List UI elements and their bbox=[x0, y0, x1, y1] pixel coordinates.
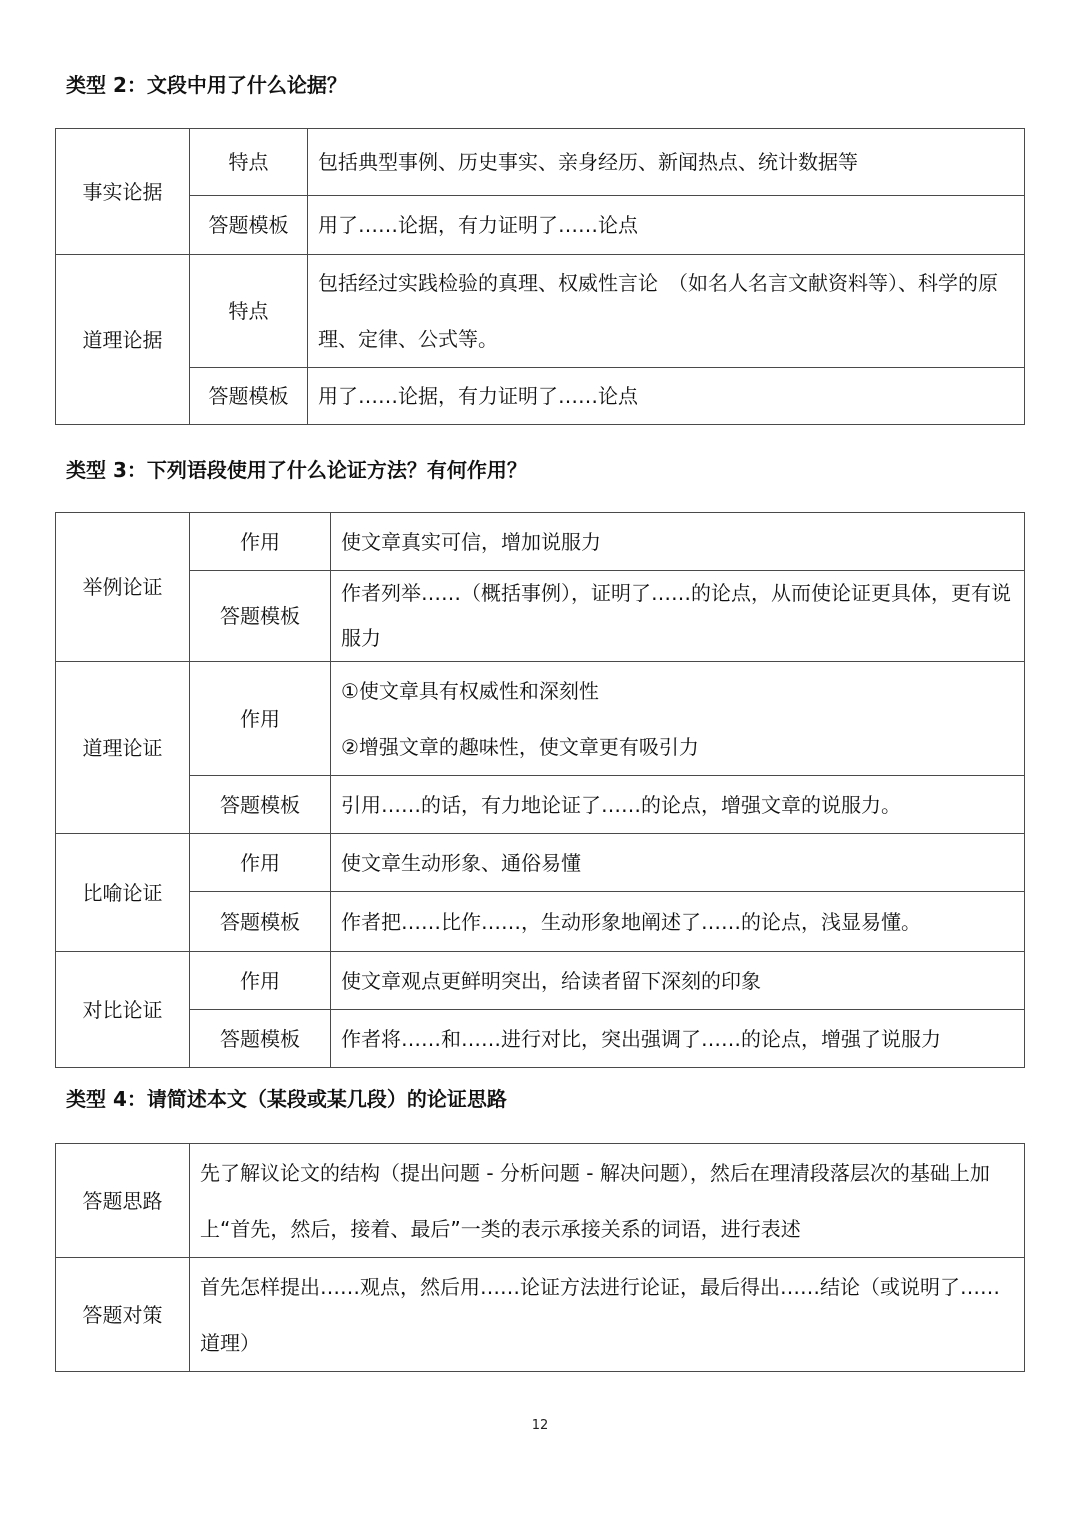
category-cell: 比喻论证 bbox=[56, 834, 190, 952]
table-row bbox=[56, 834, 1025, 892]
table-row bbox=[56, 196, 1025, 255]
type2-table bbox=[55, 128, 1025, 425]
page-number: 12 bbox=[531, 1418, 549, 1433]
label-cell: 答题模板 bbox=[190, 368, 308, 425]
table-row bbox=[56, 952, 1025, 1010]
content-cell: 包括经过实践检验的真理、权威性言论 （如名人名言文献资料等）、科学的原理、定律、公式等。 bbox=[308, 255, 1025, 368]
content-cell: 使文章真实可信，增加说服力 bbox=[331, 513, 1025, 571]
label-cell: 作用 bbox=[190, 952, 331, 1010]
category-cell: 对比论证 bbox=[56, 952, 190, 1068]
content-cell: 作者把……比作……，生动形象地阐述了……的论点，浅显易懂。 bbox=[331, 892, 1025, 952]
content-cell: 作者列举……（概括事例），证明了……的论点，从而使论证更具体，更有说服力 bbox=[331, 571, 1025, 662]
label-cell: 答题模板 bbox=[190, 776, 331, 834]
category-cell: 事实论据 bbox=[56, 129, 190, 255]
table-row bbox=[56, 513, 1025, 571]
table-row bbox=[56, 892, 1025, 952]
effect-line-2: ②增强文章的趣味性，使文章更有吸引力 bbox=[341, 734, 699, 759]
table-row bbox=[56, 1010, 1025, 1068]
table-row bbox=[56, 368, 1025, 425]
type3-table bbox=[55, 512, 1025, 1068]
content-cell: 使文章生动形象、通俗易懂 bbox=[331, 834, 1025, 892]
table-row bbox=[56, 662, 1025, 776]
category-cell: 举例论证 bbox=[56, 513, 190, 662]
label-cell: 作用 bbox=[190, 662, 331, 776]
content-cell bbox=[331, 662, 1025, 776]
table-row bbox=[56, 255, 1025, 368]
type4-heading: 类型 4：请简述本文（某段或某几段）的论证思路 bbox=[66, 1087, 507, 1111]
content-cell: 用了……论据，有力证明了……论点 bbox=[308, 368, 1025, 425]
table-row bbox=[56, 776, 1025, 834]
content-cell: 使文章观点更鲜明突出，给读者留下深刻的印象 bbox=[331, 952, 1025, 1010]
content-cell: 包括典型事例、历史事实、亲身经历、新闻热点、统计数据等 bbox=[308, 129, 1025, 196]
label-cell: 答题模板 bbox=[190, 571, 331, 662]
effect-line-1: ①使文章具有权威性和深刻性 bbox=[341, 678, 599, 703]
label-cell: 答题模板 bbox=[190, 1010, 331, 1068]
label-cell: 答题模板 bbox=[190, 892, 331, 952]
type2-heading: 类型 2：文段中用了什么论据？ bbox=[66, 73, 347, 97]
table-row bbox=[56, 129, 1025, 196]
content-cell: 首先怎样提出……观点，然后用……论证方法进行论证，最后得出……结论（或说明了……道理） bbox=[190, 1258, 1025, 1372]
label-cell: 作用 bbox=[190, 834, 331, 892]
table-row bbox=[56, 1144, 1025, 1258]
category-cell: 道理论证 bbox=[56, 662, 190, 834]
content-cell: 作者将……和……进行对比，突出强调了……的论点，增强了说服力 bbox=[331, 1010, 1025, 1068]
label-cell: 答题模板 bbox=[190, 196, 308, 255]
label-cell: 特点 bbox=[190, 129, 308, 196]
label-cell: 作用 bbox=[190, 513, 331, 571]
content-cell: 用了……论据，有力证明了……论点 bbox=[308, 196, 1025, 255]
type3-heading: 类型 3：下列语段使用了什么论证方法？有何作用？ bbox=[66, 458, 527, 482]
category-cell: 道理论据 bbox=[56, 255, 190, 425]
table-row bbox=[56, 1258, 1025, 1372]
label-cell: 特点 bbox=[190, 255, 308, 368]
label-cell: 答题对策 bbox=[56, 1258, 190, 1372]
table-row bbox=[56, 571, 1025, 662]
content-cell: 先了解议论文的结构（提出问题 - 分析问题 - 解决问题），然后在理清段落层次的基础上加上“首先，然后，接着、最后”一类的表示承接关系的词语，进行表述 bbox=[190, 1144, 1025, 1258]
label-cell: 答题思路 bbox=[56, 1144, 190, 1258]
content-cell: 引用……的话，有力地论证了……的论点，增强文章的说服力。 bbox=[331, 776, 1025, 834]
type4-table bbox=[55, 1143, 1025, 1372]
